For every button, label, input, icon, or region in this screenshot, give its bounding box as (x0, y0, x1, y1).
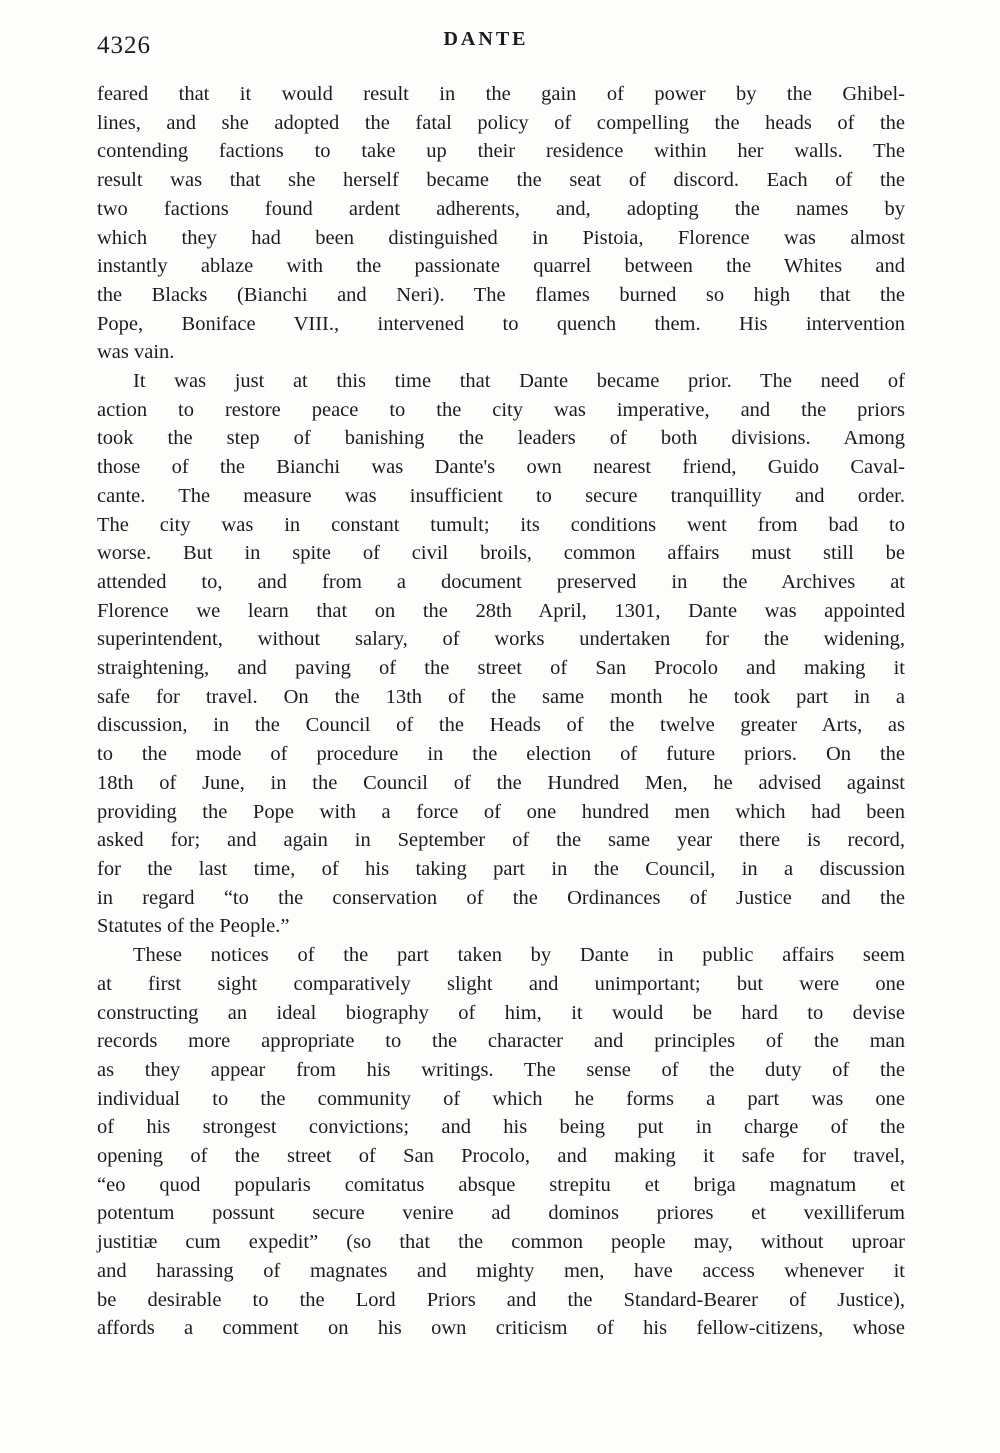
text-line: providing the Pope with a force of one hundred men which had been (97, 800, 905, 823)
text-line: The city was in constant tumult; its conditions went from bad to (97, 513, 905, 536)
text-line: 18th of June, in the Council of the Hundred Men, he advised against (97, 771, 905, 794)
paragraph (97, 941, 905, 1343)
text-line: as they appear from his writings. The sense of the duty of the (97, 1058, 905, 1081)
text-line: Pope, Boniface VIII., intervened to quench them. His intervention (97, 312, 905, 335)
text-line: for the last time, of his taking part in the Council, in a discussion (97, 857, 905, 880)
text-line: constructing an ideal biography of him, it would be hard to devise (97, 1001, 905, 1024)
text-line: Statutes of the People.” (97, 915, 290, 938)
text-line: lines, and she adopted the fatal policy of compelling the heads of the (97, 111, 905, 134)
text-line: two factions found ardent adherents, and, adopting the names by (97, 197, 905, 220)
text-line: which they had been distinguished in Pistoia, Florence was almost (97, 226, 905, 249)
text-line: It was just at this time that Dante became prior. The need of (133, 370, 905, 393)
text-line: straightening, and paving of the street of San Procolo and making it (97, 657, 905, 680)
text-line: individual to the community of which he forms a part was one (97, 1087, 905, 1110)
page-header (97, 26, 905, 62)
text-line: justitiæ cum expedit” (so that the common people may, without uproar (97, 1231, 905, 1254)
text-line: potentum possunt secure venire ad dominos priores et vexilliferum (97, 1202, 905, 1225)
text-line: result was that she herself became the seat of discord. Each of the (97, 169, 905, 192)
text-line: feared that it would result in the gain of power by the Ghibel- (97, 83, 905, 105)
text-line: action to restore peace to the city was imperative, and the priors (97, 398, 905, 421)
text-line: took the step of banishing the leaders of both divisions. Among (97, 427, 905, 450)
paragraph (97, 80, 905, 367)
text-line: opening of the street of San Procolo, and making it safe for travel, (97, 1145, 905, 1168)
text-line: and harassing of magnates and mighty men, have access whenever it (97, 1259, 905, 1282)
text-line: was vain. (97, 341, 175, 364)
text-line: “eo quod popularis comitatus absque strepitu et briga magnatum et (97, 1173, 905, 1196)
page-body (97, 80, 905, 1343)
text-line: cante. The measure was insufficient to secure tranquillity and order. (97, 484, 905, 507)
text-line: those of the Bianchi was Dante's own nearest friend, Guido Caval- (97, 456, 905, 479)
text-line: discussion, in the Council of the Heads of the twelve greater Arts, as (97, 714, 905, 737)
text-line: superintendent, without salary, of works undertaken for the widening, (97, 628, 905, 651)
text-line: attended to, and from a document preserved in the Archives at (97, 570, 905, 593)
paragraph (97, 367, 905, 941)
text-line: Florence we learn that on the 28th April, 1301, Dante was appointed (97, 599, 905, 622)
text-line: the Blacks (Bianchi and Neri). The flames burned so high that the (97, 283, 905, 306)
text-line: records more appropriate to the character and principles of the man (97, 1030, 905, 1053)
running-title: DANTE (443, 28, 529, 50)
text-line: be desirable to the Lord Priors and the Standard-Bearer of Justice), (97, 1288, 905, 1311)
page-number: 4326 (97, 32, 151, 59)
text-line: affords a comment on his own criticism of his fellow-citizens, whose (97, 1317, 905, 1340)
text-line: of his strongest convictions; and his being put in charge of the (97, 1116, 905, 1139)
text-line: instantly ablaze with the passionate quarrel between the Whites and (97, 255, 905, 278)
text-line: asked for; and again in September of the same year there is record, (97, 829, 905, 852)
text-line: at first sight comparatively slight and unimportant; but were one (97, 972, 905, 995)
text-line: to the mode of procedure in the election of future priors. On the (97, 743, 905, 766)
text-line: These notices of the part taken by Dante in public affairs seem (133, 944, 905, 967)
text-line: safe for travel. On the 13th of the same month he took part in a (97, 685, 905, 708)
text-line: contending factions to take up their residence within her walls. The (97, 140, 905, 163)
text-line: worse. But in spite of civil broils, common affairs must still be (97, 542, 905, 565)
text-line: in regard “to the conservation of the Ordinances of Justice and the (97, 886, 905, 909)
